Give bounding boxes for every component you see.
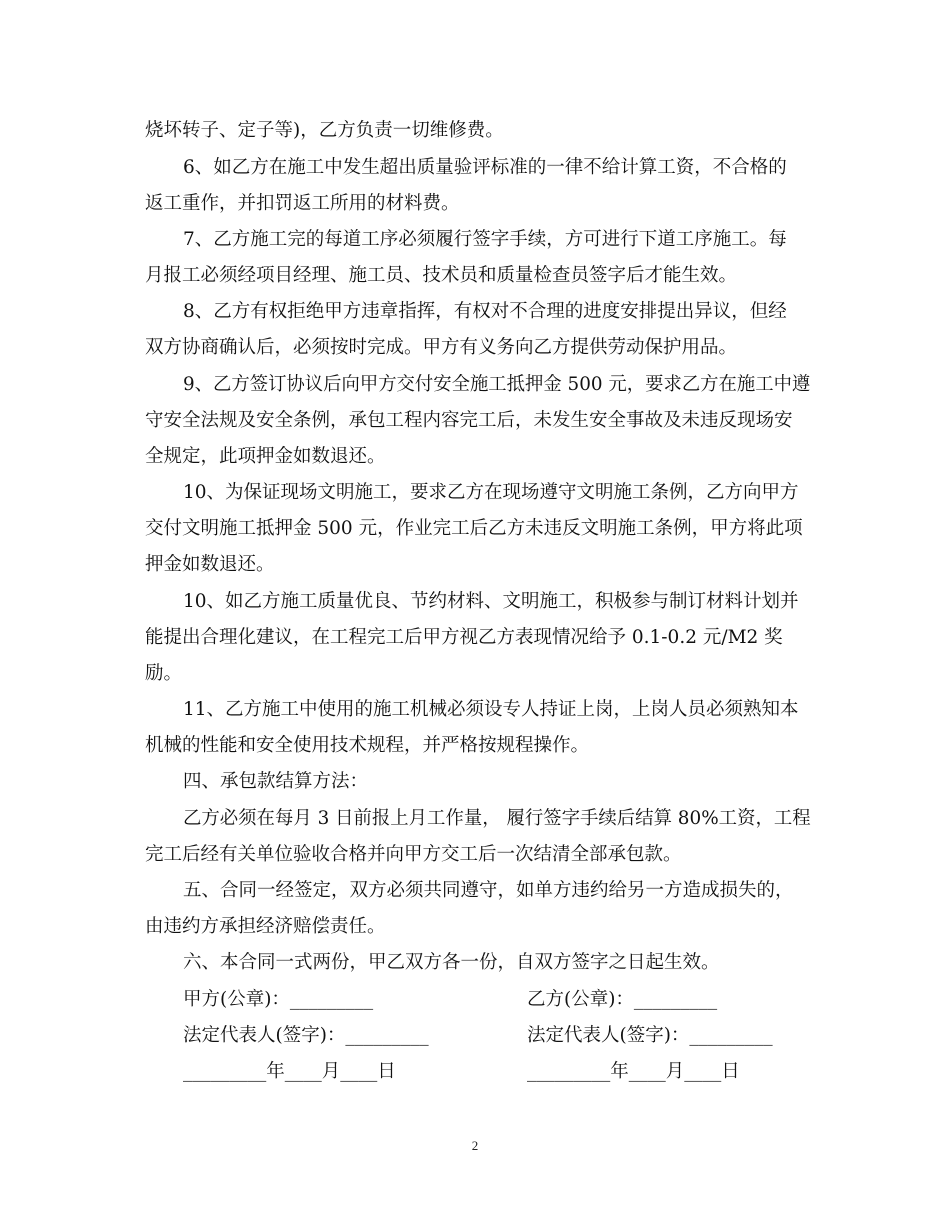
paragraph-line: 11、乙方施工中使用的施工机械必须设专人持证上岗，上岗人员必须熟知本 — [183, 699, 799, 720]
paragraph-line: 守安全法规及安全条例，承包工程内容完工后，未发生安全事故及未违反现场安 — [145, 410, 793, 431]
section-heading: 四、承包款结算方法： — [183, 771, 369, 792]
paragraph-line: 9、乙方签订协议后向甲方交付安全施工抵押金 500 元，要求乙方在施工中遵 — [183, 374, 811, 395]
paragraph-line: 押金如数退还。 — [145, 554, 275, 575]
party-b-seal-field: 乙方(公章)：_________ — [527, 989, 718, 1010]
page-number: 2 — [471, 1138, 479, 1153]
party-b-date-field: _________年____月____日 — [527, 1061, 740, 1082]
paragraph-line: 7、乙方施工完的每道工序必须履行签字手续，方可进行下道工序施工。每 — [183, 229, 787, 250]
party-a-seal-field: 甲方(公章)：_________ — [183, 989, 374, 1010]
paragraph-line: 能提出合理化建议，在工程完工后甲方视乙方表现情况给予 0.1-0.2 元/M2 奖 — [145, 627, 783, 648]
paragraph-line: 月报工必须经项目经理、施工员、技术员和质量检查员签字后才能生效。 — [145, 265, 738, 286]
paragraph-line: 10、为保证现场文明施工，要求乙方在现场遵守文明施工条例，乙方向甲方 — [183, 482, 799, 503]
paragraph-line: 全规定，此项押金如数退还。 — [145, 446, 386, 467]
paragraph-line: 8、乙方有权拒绝甲方违章指挥，有权对不合理的进度安排提出异议，但经 — [183, 301, 787, 322]
party-a-date-field: _________年____月____日 — [183, 1061, 396, 1082]
paragraph-line: 交付文明施工抵押金 500 元，作业完工后乙方未违反文明施工条例，甲方将此项 — [145, 518, 803, 539]
paragraph-line: 励。 — [145, 663, 183, 684]
paragraph-line: 10、如乙方施工质量优良、节约材料、文明施工，积极参与制订材料计划并 — [183, 591, 799, 612]
paragraph-line: 双方协商确认后，必须按时完成。甲方有义务向乙方提供劳动保护用品。 — [145, 337, 738, 358]
paragraph-line: 返工重作，并扣罚返工所用的材料费。 — [145, 193, 460, 214]
paragraph-line: 五、合同一经签定，双方必须共同遵守，如单方违约给另一方造成损失的， — [183, 880, 794, 901]
paragraph-line: 机械的性能和安全使用技术规程，并严格按规程操作。 — [145, 735, 590, 756]
paragraph-line: 由违约方承担经济赔偿责任。 — [145, 916, 386, 937]
paragraph-line: 烧坏转子、定子等)，乙方负责一切维修费。 — [145, 120, 504, 141]
party-b-representative-field: 法定代表人(签字)：_________ — [527, 1025, 773, 1046]
paragraph-line: 6、如乙方在施工中发生超出质量验评标准的一律不给计算工资，不合格的 — [183, 157, 787, 178]
paragraph-line: 乙方必须在每月 3 日前报上月工作量， 履行签字手续后结算 80%工资，工程 — [183, 808, 811, 829]
paragraph-line: 六、本合同一式两份，甲乙双方各一份，自双方签字之日起生效。 — [183, 952, 720, 973]
paragraph-line: 完工后经有关单位验收合格并向甲方交工后一次结清全部承包款。 — [145, 844, 682, 865]
party-a-representative-field: 法定代表人(签字)：_________ — [183, 1025, 429, 1046]
